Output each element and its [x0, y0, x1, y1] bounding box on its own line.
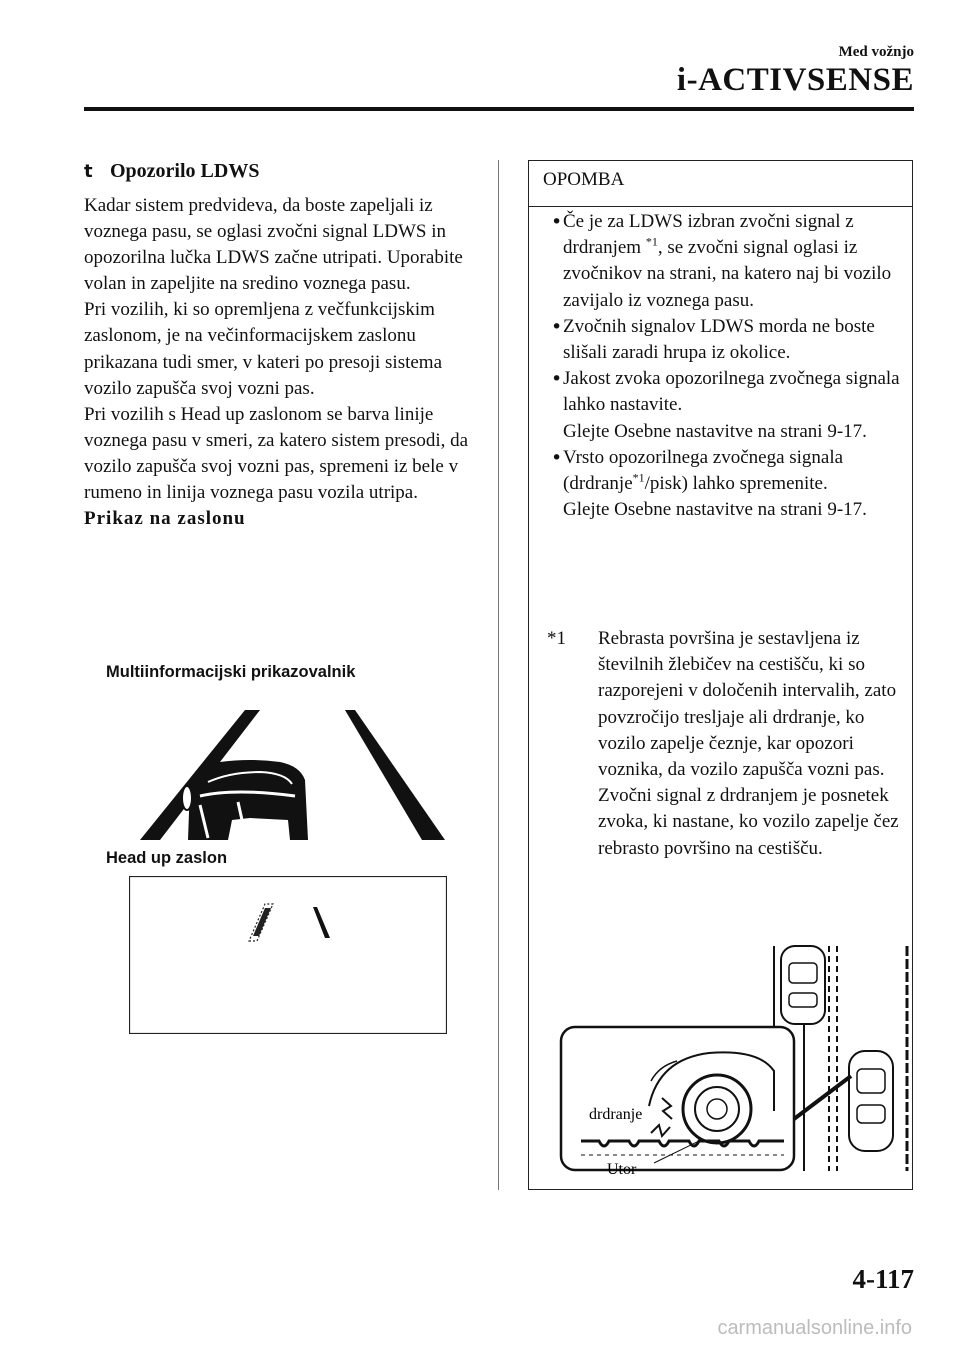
label-groove: Utor [607, 1161, 637, 1178]
header-rule [84, 107, 914, 111]
rumble-strip-illustration [559, 941, 914, 1186]
car-top-view-icon [849, 1051, 893, 1151]
multiinfo-display-figure [140, 700, 450, 845]
footnote-mark: *1 [547, 628, 566, 649]
cross-reference: Glejte Osebne nastavitve na strani 9-17. [563, 499, 867, 521]
bullet-icon: • [551, 211, 563, 233]
column-divider [498, 160, 499, 1190]
footnote [547, 626, 907, 862]
section-title: Med vožnjo [838, 44, 914, 60]
page-number: 4-117 [852, 1264, 914, 1294]
footnote-text-1: Rebrasta površina je sestavljena iz številnih žlebičev na cestišču, ki so razporejeni v določenih intervalih, zato povzročijo tresljaje ali drdranje, ko vozilo zapelje čeznje, kar opozori voznika, da vozilo zapušča vozni pas. [598, 628, 897, 781]
paragraph: Kadar sistem predvideva, da boste zapeljali iz voznega pasu, se oglasi zvočni signal LDWS in opozorilna lučka LDWS začne utripati. Uporabite volan in zapeljite na sredino voznega pasu. [84, 195, 463, 295]
paragraph: Pri vozilih s Head up zaslonom se barva linije voznega pasu v smeri, za katero sistem presodi, da vozilo zapušča svoj vozni pas, spremeni iz bele v rumeno in linija voznega pasu vozila utripa. [84, 403, 469, 504]
right-lane-line [345, 710, 445, 840]
footnote-ref: *1 [645, 234, 658, 249]
note-item: • Jakost zvoka opozorilnega zvočnega signala lahko nastavite. Glejte Osebne nastavitve na strani 9-17. [551, 368, 900, 442]
footnote-ref: *1 [632, 470, 645, 485]
hud-frame [130, 877, 447, 1034]
watermark: carmanualsonline.info [717, 1317, 912, 1339]
heading-marker-icon: t [84, 161, 93, 182]
note-list [547, 209, 907, 523]
note-item: • Vrsto opozorilnega zvočnega signala (drdranje$^{*1}$/pisk) lahko spremenite. Glejte Osebne nastavitve na strani 9-17. [551, 446, 867, 521]
hud-display-figure [129, 876, 447, 1034]
note-title: OPOMBA [529, 161, 912, 207]
section-heading [84, 160, 484, 183]
label-rumble: drdranje [589, 1106, 643, 1123]
heading-text: Opozorilo LDWS [110, 160, 260, 182]
chapter-title: i-ACTIVSENSE [676, 62, 914, 98]
left-column [84, 160, 484, 532]
figure-label-multiinfo: Multiinformacijski prikazovalnik [106, 663, 356, 681]
footnote-text-2: Zvočni signal z drdranjem je posnetek zvoka, ki nastane, ko vozilo zapelje čez rebrasto površino na cestišču. [598, 785, 899, 859]
car-rear-icon [182, 760, 308, 840]
figure-label-hud: Head up zaslon [106, 849, 228, 867]
bullet-icon: • [551, 446, 563, 469]
car-top-view-icon [781, 946, 825, 1024]
note-item: • Če je za LDWS izbran zvočni signal z drdranjem $^{*1}$, se zvočni signal oglasi iz zvočnikov na strani, na katero naj bi vozilo zavijalo iz voznega pasu. [551, 211, 892, 311]
paragraph: Pri vozilih, ki so opremljena z večfunkcijskim zaslonom, je na večinformacijskem zaslonu prikazana tudi smer, v kateri po presoji sistema vozilo zapušča svoj vozni pas. [84, 299, 443, 399]
bullet-icon: • [551, 315, 563, 338]
cross-reference: Glejte Osebne nastavitve na strani 9-17. [563, 420, 867, 442]
display-subheading: Prikaz na zaslonu [84, 508, 246, 530]
bullet-icon: • [551, 368, 563, 391]
note-box [528, 160, 913, 1190]
note-item: • Zvočnih signalov LDWS morda ne boste slišali zaradi hrupa iz okolice. [551, 315, 875, 364]
